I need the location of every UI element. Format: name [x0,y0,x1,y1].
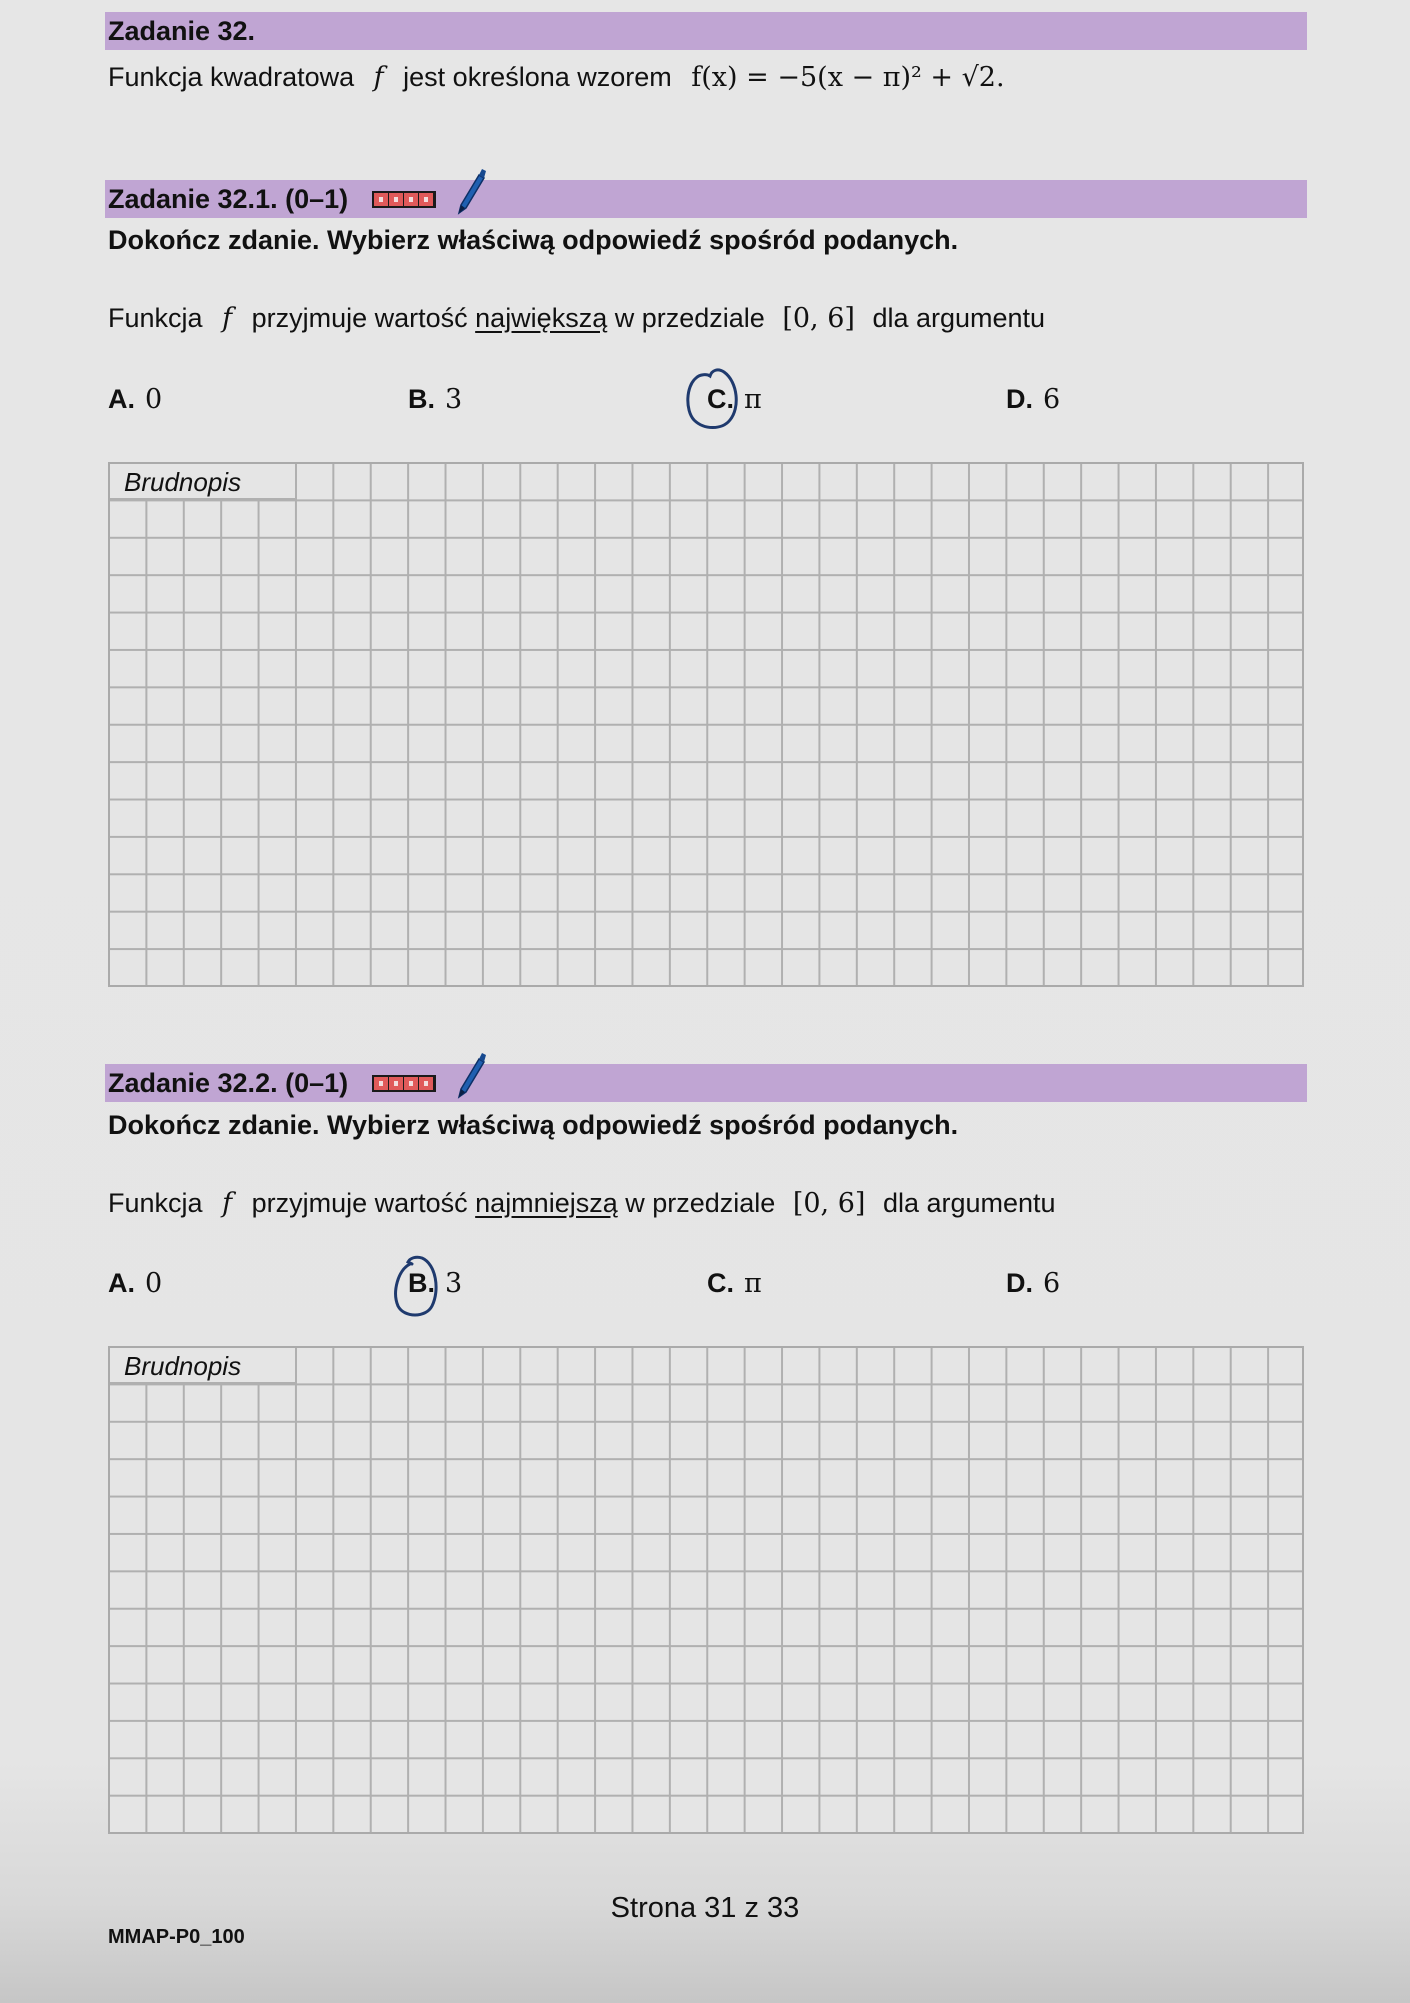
option-b[interactable] [408,1268,462,1299]
option-d[interactable] [1006,384,1060,415]
scratchpad-grid[interactable] [108,462,1304,987]
question-var: f [222,303,233,334]
question-end: dla argumentu [882,1188,1056,1218]
instruction: Dokończ zdanie. Wybierz właściwą odpowiedź spośród podanych. [108,225,959,255]
option-label: C. [707,384,734,414]
exam-code: MMAP-P0_100 [108,1926,245,1948]
question [108,303,1045,334]
scratchpad-grid[interactable] [108,1346,1304,1834]
option-a[interactable] [108,1268,162,1299]
option-label: A. [108,384,135,414]
subtask-title: Zadanie 32.2. (0–1) [108,1068,349,1098]
formula: f(x) = −5(x − π)² + √2. [691,62,1005,93]
option-d[interactable] [1006,1268,1060,1299]
intro-text: Funkcja kwadratowa [108,62,355,92]
option-c[interactable] [707,384,762,415]
question-start: Funkcja [108,1188,203,1218]
pen-icon [457,1051,487,1099]
question-mid: przyjmuje wartość [251,1188,468,1218]
option-label: A. [108,1268,135,1298]
question [108,1188,1056,1219]
score-boxes [372,191,436,208]
option-value: 6 [1043,1268,1061,1299]
option-value: 3 [445,384,463,415]
subtask-title: Zadanie 32.1. (0–1) [108,184,349,214]
page-number: Strona 31 z 33 [610,1892,800,1924]
option-label: C. [707,1268,734,1298]
question-mid2: w przedziale [625,1188,776,1218]
option-label: B. [408,384,435,414]
question-keyword: największą [475,303,608,333]
option-label: B. [408,1268,435,1298]
instruction: Dokończ zdanie. Wybierz właściwą odpowiedź spośród podanych. [108,1110,959,1140]
pen-icon [457,167,487,215]
question-var: f [222,1188,233,1219]
score-boxes [372,1075,436,1092]
question-interval: [0, 6] [782,303,855,334]
question-start: Funkcja [108,303,203,333]
question-interval: [0, 6] [792,1188,866,1219]
question-end: dla argumentu [872,303,1046,333]
option-value: 3 [445,1268,463,1299]
question-mid: przyjmuje wartość [251,303,468,333]
option-a[interactable] [108,384,162,415]
option-value: 0 [145,384,163,415]
option-value: 0 [145,1268,163,1299]
task-title: Zadanie 32. [108,16,256,46]
task-intro [108,62,1005,93]
option-label: D. [1006,1268,1033,1298]
option-value: 6 [1043,384,1061,415]
scratchpad-label: Brudnopis [110,1348,297,1384]
question-keyword: najmniejszą [475,1188,618,1218]
subtask-header-1 [105,180,1307,218]
intro-var: f [373,62,384,93]
scratchpad-label: Brudnopis [110,464,297,500]
option-c[interactable] [707,1268,762,1299]
option-b[interactable] [408,384,462,415]
option-value: π [744,384,762,415]
task-header [105,12,1307,50]
subtask-header-2 [105,1064,1307,1102]
question-mid2: w przedziale [614,303,765,333]
option-value: π [744,1268,762,1299]
intro-mid: jest określona wzorem [403,62,672,92]
option-label: D. [1006,384,1033,414]
